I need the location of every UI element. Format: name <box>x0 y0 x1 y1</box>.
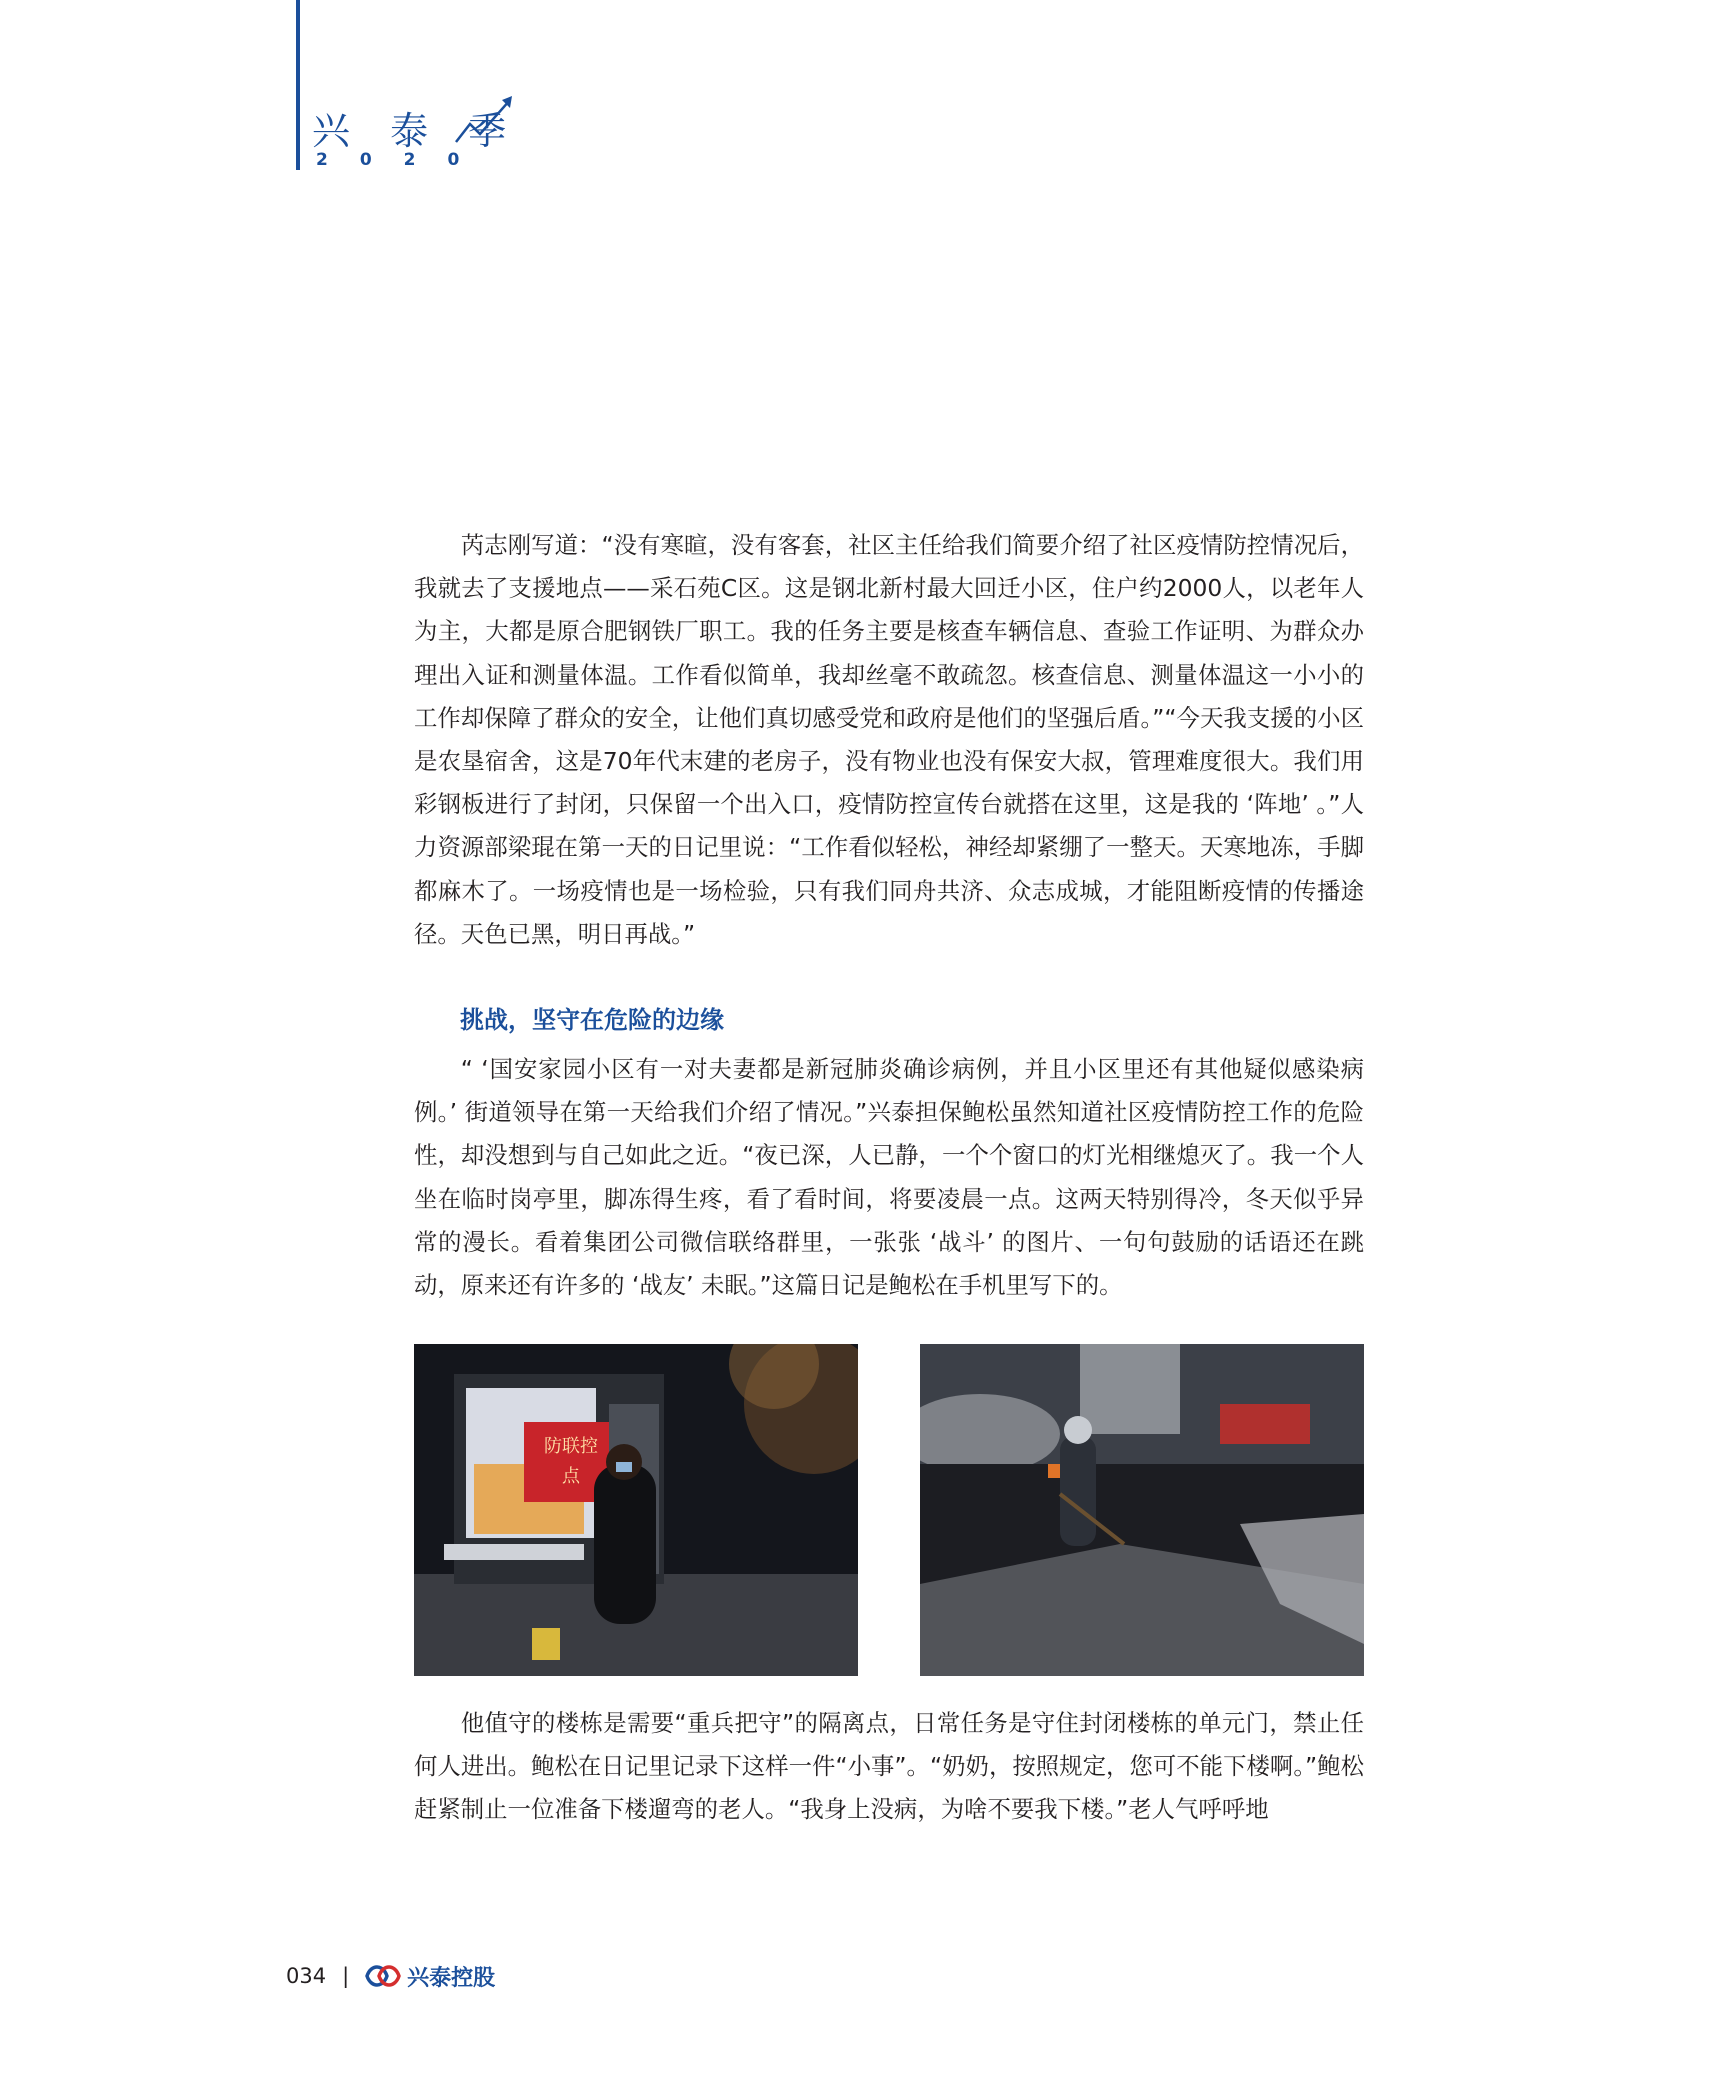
masthead-rule <box>296 0 300 170</box>
photo-guard-booth-night <box>414 1344 858 1676</box>
footer-divider: | <box>342 1964 350 1988</box>
paragraph: 他值守的楼栋是需要“重兵把守”的隔离点，日常任务是守住封闭楼栋的单元门，禁止任何人进出。鲍松在日记里记录下这样一件“小事”。“奶奶，按照规定，您可不能下楼啊。”鲍松赶紧制止一位准备下楼遛弯的老人。“我身上没病，为啥不要我下楼。”老人气呼呼地 <box>414 1709 1364 1824</box>
photo-snow-shoveling <box>920 1344 1364 1676</box>
section-heading: 挑战，坚守在危险的边缘 <box>460 1006 724 1035</box>
rising-arrow-icon <box>454 94 516 148</box>
masthead-year: 2020 <box>316 150 492 170</box>
masthead <box>312 100 521 180</box>
photo-row <box>414 1344 1364 1676</box>
article-body-continued <box>414 1702 1364 1832</box>
brand-logo-icon <box>365 1962 401 1990</box>
masthead-title: 兴 泰 季 <box>312 109 521 153</box>
photo-sign-text: 点 <box>562 1466 580 1487</box>
footer-brand-name: 兴泰控股 <box>407 1965 496 1991</box>
page-number: 034 <box>286 1964 327 1988</box>
paragraph: “ ‘国安家园小区有一对夫妻都是新冠肺炎确诊病例，并且小区里还有其他疑似感染病例。’ 街道领导在第一天给我们介绍了情况。”兴泰担保鲍松虽然知道社区疫情防控工作的危险性，却没想到与自己如此之近。“夜已深，人已静，一个个窗口的灯光相继熄灭了。我一个人坐在临时岗亭里，脚冻得生疼，看了看时间，将要凌晨一点。这两天特别得冷，冬天似乎异常的漫长。看着集团公司微信联络群里，一张张 ‘战斗’ 的图片、一句句鼓励的话语还在跳动，原来还有许多的 ‘战友’ 未眠。”这篇日记是鲍松在手机里写下的。 <box>414 1055 1364 1300</box>
page-footer <box>286 1958 495 1994</box>
paragraph: 芮志刚写道：“没有寒暄，没有客套，社区主任给我们简要介绍了社区疫情防控情况后，我就去了支援地点——采石苑C区。这是钢北新村最大回迁小区，住户约2000人，以老年人为主，大都是原合肥钢铁厂职工。我的任务主要是核查车辆信息、查验工作证明、为群众办理出入证和测量体温。工作看似简单，我却丝毫不敢疏忽。核查信息、测量体温这一小小的工作却保障了群众的安全，让他们真切感受党和政府是他们的坚强后盾。”“今天我支援的小区是农垦宿舍，这是70年代末建的老房子，没有物业也没有保安大叔，管理难度很大。我们用彩钢板进行了封闭，只保留一个出入口，疫情防控宣传台就搭在这里，这是我的 ‘阵地’ 。”人力资源部梁琨在第一天的日记里说：“工作看似轻松，神经却紧绷了一整天。天寒地冻，手脚都麻木了。一场疫情也是一场检验，只有我们同舟共济、众志成城，才能阻断疫情的传播途径。天色已黑，明日再战。” <box>414 531 1364 948</box>
article-body <box>414 524 1364 1307</box>
photo-sign-text: 防联控 <box>544 1436 598 1457</box>
